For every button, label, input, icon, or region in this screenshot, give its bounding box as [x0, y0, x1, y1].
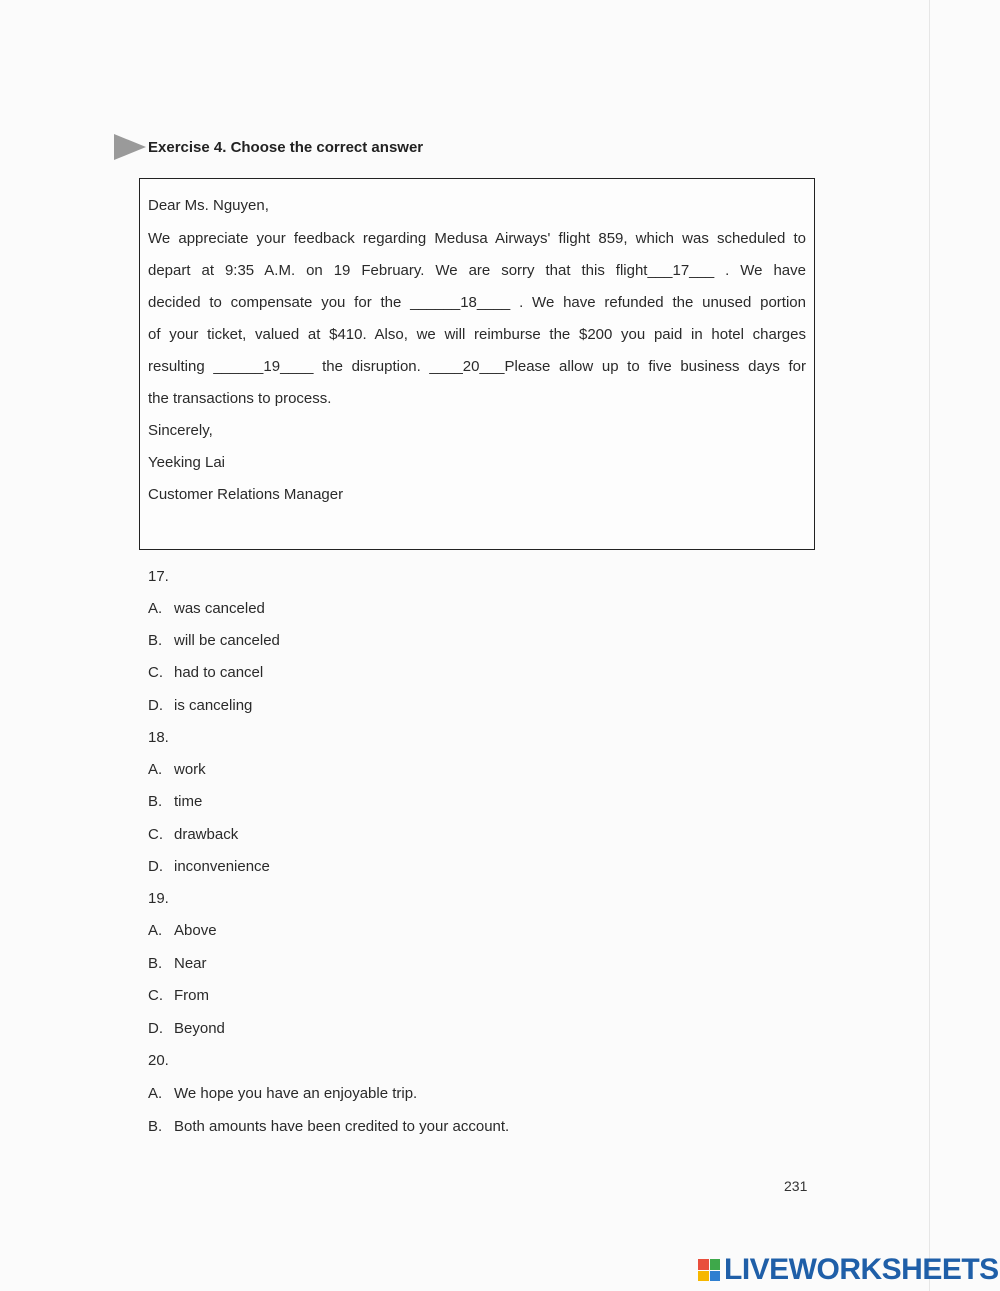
option-letter: B.: [148, 955, 163, 972]
answer-option[interactable]: [148, 987, 209, 1004]
answer-option[interactable]: [148, 664, 263, 681]
option-text: Above: [174, 922, 217, 939]
option-text: Both amounts have been credited to your account.: [174, 1118, 510, 1135]
option-letter: B.: [148, 632, 163, 649]
question-number: 19.: [148, 890, 169, 907]
option-text: Beyond: [174, 1020, 225, 1037]
option-letter: A.: [148, 600, 163, 617]
letter-salutation: Dear Ms. Nguyen,: [148, 197, 269, 214]
liveworksheets-icon: [698, 1259, 720, 1281]
option-letter: C.: [148, 826, 163, 843]
brand-name: LIVEWORKSHEETS: [724, 1253, 999, 1286]
option-text: is canceling: [174, 697, 253, 714]
arrow-bullet-icon: [114, 134, 146, 160]
option-letter: C.: [148, 664, 163, 681]
option-text: time: [174, 793, 203, 810]
answer-option[interactable]: [148, 600, 265, 617]
logo-tile: [698, 1271, 709, 1282]
question-number: 18.: [148, 729, 169, 746]
page-number: 231: [784, 1178, 808, 1194]
letter-line: of your ticket, valued at $410. Also, we will reimburse the $200 you paid in hotel charges: [148, 326, 806, 343]
question-number: 17.: [148, 568, 169, 585]
option-letter: A.: [148, 761, 163, 778]
option-letter: D.: [148, 697, 163, 714]
option-text: had to cancel: [174, 664, 264, 681]
answer-option[interactable]: [148, 1118, 509, 1135]
letter-line: depart at 9:35 A.M. on 19 February. We are sorry that this flight___17___ . We have: [148, 262, 806, 279]
answer-option[interactable]: [148, 793, 202, 810]
option-letter: A.: [148, 922, 163, 939]
option-text: inconvenience: [174, 858, 270, 875]
answer-option[interactable]: [148, 1085, 417, 1102]
exercise-header: [114, 133, 423, 161]
answer-option[interactable]: [148, 922, 217, 939]
letter-box: [139, 178, 815, 550]
option-letter: A.: [148, 1085, 163, 1102]
option-text: was canceled: [174, 600, 265, 617]
answer-option[interactable]: [148, 1020, 225, 1037]
option-letter: D.: [148, 858, 163, 875]
logo-tile: [710, 1271, 721, 1282]
letter-line: the transactions to process.: [148, 390, 332, 407]
logo-tile: [710, 1259, 721, 1270]
option-letter: B.: [148, 793, 163, 810]
answer-option[interactable]: [148, 632, 280, 649]
letter-line: resulting ______19____ the disruption. ____20___Please allow up to five business days for: [148, 358, 806, 375]
letter-closing: Sincerely,: [148, 422, 213, 439]
answer-option[interactable]: [148, 858, 270, 875]
answer-option[interactable]: [148, 826, 238, 843]
option-text: From: [174, 987, 209, 1004]
option-letter: B.: [148, 1118, 163, 1135]
exercise-title: Exercise 4. Choose the correct answer: [148, 138, 424, 156]
letter-line: We appreciate your feedback regarding Medusa Airways' flight 859, which was scheduled to: [148, 230, 806, 247]
option-letter: C.: [148, 987, 163, 1004]
logo-tile: [698, 1259, 709, 1270]
question-number: 20.: [148, 1052, 169, 1069]
option-text: will be canceled: [174, 632, 280, 649]
letter-signer-title: Customer Relations Manager: [148, 486, 344, 503]
option-text: We hope you have an enjoyable trip.: [174, 1085, 418, 1102]
liveworksheets-logo[interactable]: [698, 1255, 999, 1285]
answer-option[interactable]: [148, 697, 252, 714]
option-text: drawback: [174, 826, 239, 843]
option-text: work: [174, 761, 206, 778]
option-text: Near: [174, 955, 207, 972]
letter-signer-name: Yeeking Lai: [148, 454, 226, 471]
answer-option[interactable]: [148, 761, 206, 778]
letter-line: decided to compensate you for the ______18____ . We have refunded the unused portion: [148, 294, 806, 311]
option-letter: D.: [148, 1020, 163, 1037]
answer-option[interactable]: [148, 955, 207, 972]
